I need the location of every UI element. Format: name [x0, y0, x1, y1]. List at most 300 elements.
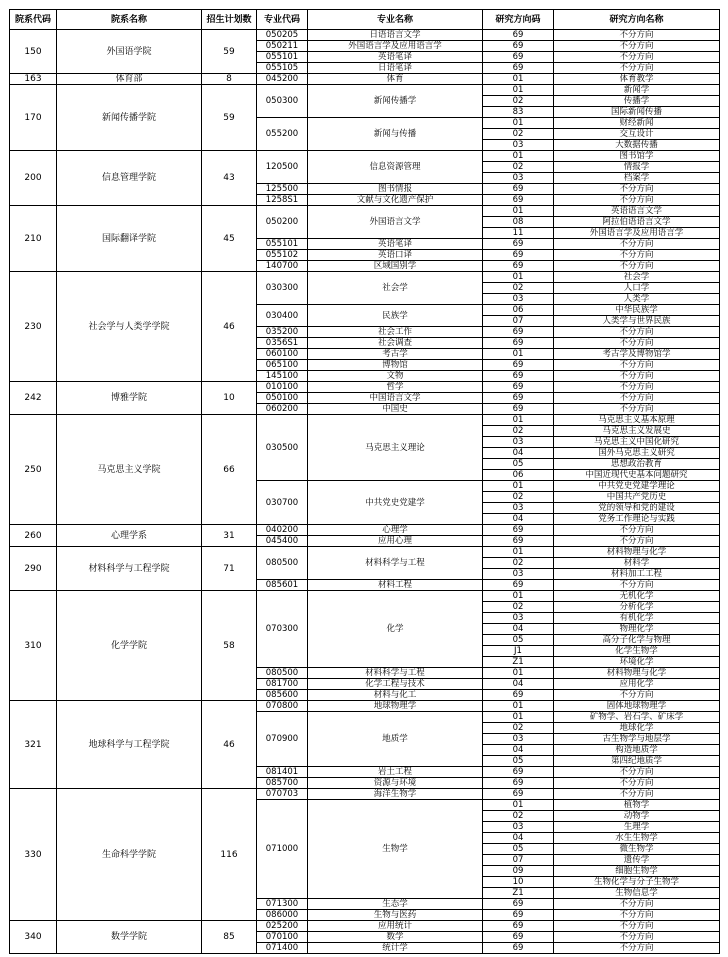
- direction-name: 不分方向: [554, 393, 720, 404]
- direction-name: 考古学及博物馆学: [554, 349, 720, 360]
- direction-name: 财经新闻: [554, 118, 720, 129]
- direction-code: 69: [483, 52, 554, 63]
- table-row: [10, 206, 720, 217]
- header-college-code: 院系代码: [10, 10, 57, 30]
- direction-name: 人口学: [554, 283, 720, 294]
- major-code: 030300: [257, 272, 308, 305]
- direction-code: Z1: [483, 657, 554, 668]
- direction-name: 不分方向: [554, 41, 720, 52]
- major-code: 071400: [257, 943, 308, 954]
- college-name: 博雅学院: [57, 382, 202, 415]
- major-name: 博物馆: [308, 360, 483, 371]
- direction-name: 不分方向: [554, 910, 720, 921]
- major-name: 化学: [308, 591, 483, 668]
- major-name: 新闻与传播: [308, 118, 483, 151]
- major-code: 140700: [257, 261, 308, 272]
- direction-name: 不分方向: [554, 371, 720, 382]
- direction-code: 03: [483, 173, 554, 184]
- header-direction-code: 研究方向码: [483, 10, 554, 30]
- direction-code: 01: [483, 668, 554, 679]
- major-name: 英语笔译: [308, 239, 483, 250]
- major-name: 地球物理学: [308, 701, 483, 712]
- major-name: 中国语言文学: [308, 393, 483, 404]
- major-code: 050200: [257, 206, 308, 239]
- major-code: 080500: [257, 547, 308, 580]
- direction-code: 01: [483, 272, 554, 283]
- direction-code: 69: [483, 371, 554, 382]
- direction-name: 不分方向: [554, 536, 720, 547]
- direction-name: 高分子化学与物理: [554, 635, 720, 646]
- direction-name: 矿物学、岩石学、矿床学: [554, 712, 720, 723]
- header-direction-name: 研究方向名称: [554, 10, 720, 30]
- direction-name: 化学生物学: [554, 646, 720, 657]
- major-code: 065100: [257, 360, 308, 371]
- major-name: 资源与环境: [308, 778, 483, 789]
- direction-code: 69: [483, 404, 554, 415]
- direction-code: 04: [483, 448, 554, 459]
- direction-code: 01: [483, 151, 554, 162]
- direction-code: 69: [483, 250, 554, 261]
- direction-name: 固体地球物理学: [554, 701, 720, 712]
- college-code: 321: [10, 701, 57, 789]
- college-code: 260: [10, 525, 57, 547]
- direction-code: 02: [483, 558, 554, 569]
- college-name: 生命科学学院: [57, 789, 202, 921]
- direction-name: 图书馆学: [554, 151, 720, 162]
- table-row: [10, 701, 720, 712]
- direction-code: 69: [483, 580, 554, 591]
- plan-count: 66: [202, 415, 257, 525]
- direction-name: 人类学与世界民族: [554, 316, 720, 327]
- direction-name: 档案学: [554, 173, 720, 184]
- direction-name: 材料学: [554, 558, 720, 569]
- major-name: 应用统计: [308, 921, 483, 932]
- table-row: [10, 525, 720, 536]
- major-code: 081401: [257, 767, 308, 778]
- direction-code: 01: [483, 591, 554, 602]
- major-name: 社会工作: [308, 327, 483, 338]
- major-name: 体育: [308, 74, 483, 85]
- plan-count: 59: [202, 85, 257, 151]
- college-name: 国际翻译学院: [57, 206, 202, 272]
- direction-code: 01: [483, 547, 554, 558]
- direction-name: 中华民族学: [554, 305, 720, 316]
- direction-code: 69: [483, 327, 554, 338]
- direction-name: 外国语言学及应用语言学: [554, 228, 720, 239]
- direction-name: 传播学: [554, 96, 720, 107]
- direction-code: 69: [483, 767, 554, 778]
- major-name: 外国语言文学: [308, 206, 483, 239]
- direction-name: 马克思主义发展史: [554, 426, 720, 437]
- direction-name: 不分方向: [554, 382, 720, 393]
- major-name: 中共党史党建学: [308, 481, 483, 525]
- direction-code: 02: [483, 723, 554, 734]
- table-row: [10, 74, 720, 85]
- major-code: 030700: [257, 481, 308, 525]
- major-name: 外国语言学及应用语言学: [308, 41, 483, 52]
- direction-code: 04: [483, 833, 554, 844]
- direction-name: 阿拉伯语语言文学: [554, 217, 720, 228]
- direction-code: 11: [483, 228, 554, 239]
- direction-code: 09: [483, 866, 554, 877]
- direction-code: 02: [483, 129, 554, 140]
- direction-code: 01: [483, 349, 554, 360]
- table-row: [10, 382, 720, 393]
- table-row: [10, 547, 720, 558]
- direction-name: 中国近现代史基本问题研究: [554, 470, 720, 481]
- direction-code: 69: [483, 690, 554, 701]
- college-code: 210: [10, 206, 57, 272]
- college-name: 社会学与人类学学院: [57, 272, 202, 382]
- direction-code: 69: [483, 63, 554, 74]
- direction-name: 新闻学: [554, 85, 720, 96]
- direction-name: 不分方向: [554, 360, 720, 371]
- college-name: 新闻传播学院: [57, 85, 202, 151]
- direction-name: 动物学: [554, 811, 720, 822]
- direction-name: 不分方向: [554, 921, 720, 932]
- major-code: 070100: [257, 932, 308, 943]
- major-name: 考古学: [308, 349, 483, 360]
- major-code: 030500: [257, 415, 308, 481]
- direction-code: 06: [483, 305, 554, 316]
- major-code: 085700: [257, 778, 308, 789]
- plan-count: 46: [202, 272, 257, 382]
- major-name: 图书情报: [308, 184, 483, 195]
- major-code: 055101: [257, 52, 308, 63]
- major-code: 085601: [257, 580, 308, 591]
- major-name: 文献与文化遗产保护: [308, 195, 483, 206]
- direction-name: 思想政治教育: [554, 459, 720, 470]
- plan-count: 58: [202, 591, 257, 701]
- major-name: 生物学: [308, 800, 483, 899]
- direction-name: 无机化学: [554, 591, 720, 602]
- major-code: 030400: [257, 305, 308, 327]
- college-code: 242: [10, 382, 57, 415]
- direction-code: 69: [483, 261, 554, 272]
- direction-code: 03: [483, 734, 554, 745]
- direction-code: 02: [483, 426, 554, 437]
- direction-name: 党的领导和党的建设: [554, 503, 720, 514]
- major-name: 民族学: [308, 305, 483, 327]
- direction-name: 不分方向: [554, 404, 720, 415]
- direction-name: 有机化学: [554, 613, 720, 624]
- direction-code: 02: [483, 96, 554, 107]
- admission-plan-table: [9, 9, 720, 954]
- direction-code: 02: [483, 492, 554, 503]
- direction-name: 分析化学: [554, 602, 720, 613]
- major-code: 080500: [257, 668, 308, 679]
- direction-code: 05: [483, 459, 554, 470]
- direction-code: 69: [483, 184, 554, 195]
- direction-name: 不分方向: [554, 778, 720, 789]
- direction-code: 01: [483, 712, 554, 723]
- direction-code: 02: [483, 283, 554, 294]
- direction-name: 中国共产党历史: [554, 492, 720, 503]
- direction-name: 不分方向: [554, 789, 720, 800]
- major-code: 120500: [257, 151, 308, 184]
- direction-name: 地球化学: [554, 723, 720, 734]
- direction-code: 01: [483, 74, 554, 85]
- direction-name: 不分方向: [554, 338, 720, 349]
- direction-name: 生物信息学: [554, 888, 720, 899]
- direction-name: 人类学: [554, 294, 720, 305]
- direction-name: 遗传学: [554, 855, 720, 866]
- direction-code: 05: [483, 844, 554, 855]
- direction-name: 构造地质学: [554, 745, 720, 756]
- direction-name: 国外马克思主义研究: [554, 448, 720, 459]
- direction-code: 69: [483, 536, 554, 547]
- direction-code: 01: [483, 481, 554, 492]
- direction-name: 材料物理与化学: [554, 547, 720, 558]
- major-code: 055102: [257, 250, 308, 261]
- direction-name: 物理化学: [554, 624, 720, 635]
- direction-code: 01: [483, 701, 554, 712]
- major-code: 125500: [257, 184, 308, 195]
- direction-name: 环境化学: [554, 657, 720, 668]
- major-name: 日语笔译: [308, 63, 483, 74]
- direction-name: 第四纪地质学: [554, 756, 720, 767]
- major-name: 统计学: [308, 943, 483, 954]
- direction-name: 体育教学: [554, 74, 720, 85]
- direction-name: 材料加工工程: [554, 569, 720, 580]
- direction-name: 不分方向: [554, 30, 720, 41]
- major-code: 070703: [257, 789, 308, 800]
- table-row: [10, 591, 720, 602]
- direction-code: 03: [483, 294, 554, 305]
- plan-count: 46: [202, 701, 257, 789]
- college-name: 数学学院: [57, 921, 202, 954]
- direction-code: 10: [483, 877, 554, 888]
- major-code: 071000: [257, 800, 308, 899]
- major-code: 050205: [257, 30, 308, 41]
- direction-code: 07: [483, 855, 554, 866]
- direction-name: 水生生物学: [554, 833, 720, 844]
- direction-name: 党务工作理论与实践: [554, 514, 720, 525]
- college-code: 170: [10, 85, 57, 151]
- direction-name: 微生物学: [554, 844, 720, 855]
- major-name: 区域国别学: [308, 261, 483, 272]
- college-name: 马克思主义学院: [57, 415, 202, 525]
- direction-code: 04: [483, 679, 554, 690]
- plan-count: 71: [202, 547, 257, 591]
- college-code: 250: [10, 415, 57, 525]
- direction-name: 不分方向: [554, 52, 720, 63]
- college-name: 心理学系: [57, 525, 202, 547]
- major-code: 085600: [257, 690, 308, 701]
- direction-code: 04: [483, 624, 554, 635]
- major-code: 025200: [257, 921, 308, 932]
- major-name: 材料工程: [308, 580, 483, 591]
- college-code: 150: [10, 30, 57, 74]
- direction-code: 05: [483, 635, 554, 646]
- major-code: 060200: [257, 404, 308, 415]
- plan-count: 10: [202, 382, 257, 415]
- direction-name: 不分方向: [554, 525, 720, 536]
- direction-code: 83: [483, 107, 554, 118]
- major-code: 070800: [257, 701, 308, 712]
- major-name: 英语笔译: [308, 52, 483, 63]
- major-name: 应用心理: [308, 536, 483, 547]
- direction-code: 04: [483, 514, 554, 525]
- college-name: 体育部: [57, 74, 202, 85]
- college-code: 200: [10, 151, 57, 206]
- direction-code: 03: [483, 569, 554, 580]
- major-code: 086000: [257, 910, 308, 921]
- direction-name: 不分方向: [554, 261, 720, 272]
- direction-code: 69: [483, 239, 554, 250]
- college-name: 信息管理学院: [57, 151, 202, 206]
- college-code: 310: [10, 591, 57, 701]
- college-code: 163: [10, 74, 57, 85]
- major-name: 中国史: [308, 404, 483, 415]
- direction-code: 69: [483, 360, 554, 371]
- direction-code: 02: [483, 162, 554, 173]
- major-code: 035200: [257, 327, 308, 338]
- direction-code: 69: [483, 30, 554, 41]
- direction-name: 不分方向: [554, 932, 720, 943]
- direction-code: 69: [483, 393, 554, 404]
- major-name: 化学工程与技术: [308, 679, 483, 690]
- major-name: 材料科学与工程: [308, 668, 483, 679]
- header-major-name: 专业名称: [308, 10, 483, 30]
- direction-code: 08: [483, 217, 554, 228]
- major-code: 050211: [257, 41, 308, 52]
- major-code: 0356S1: [257, 338, 308, 349]
- direction-code: 01: [483, 206, 554, 217]
- direction-code: 03: [483, 140, 554, 151]
- major-code: 055200: [257, 118, 308, 151]
- direction-code: 69: [483, 789, 554, 800]
- direction-name: 不分方向: [554, 943, 720, 954]
- direction-name: 不分方向: [554, 580, 720, 591]
- direction-code: 02: [483, 602, 554, 613]
- college-name: 化学学院: [57, 591, 202, 701]
- direction-code: 69: [483, 195, 554, 206]
- table-row: [10, 789, 720, 800]
- plan-count: 45: [202, 206, 257, 272]
- major-name: 日语语言文学: [308, 30, 483, 41]
- college-name: 外国语学院: [57, 30, 202, 74]
- major-code: 071300: [257, 899, 308, 910]
- major-code: 050300: [257, 85, 308, 118]
- direction-name: 情报学: [554, 162, 720, 173]
- major-name: 马克思主义理论: [308, 415, 483, 481]
- plan-count: 8: [202, 74, 257, 85]
- direction-code: 02: [483, 811, 554, 822]
- table-body: [10, 30, 720, 954]
- direction-code: 07: [483, 316, 554, 327]
- direction-code: 06: [483, 470, 554, 481]
- major-name: 材料科学与工程: [308, 547, 483, 580]
- table-row: [10, 921, 720, 932]
- header-plan-count: 招生计划数: [202, 10, 257, 30]
- direction-name: 植物学: [554, 800, 720, 811]
- direction-name: 古生物学与地层学: [554, 734, 720, 745]
- direction-code: 01: [483, 800, 554, 811]
- major-code: 055105: [257, 63, 308, 74]
- plan-count: 116: [202, 789, 257, 921]
- direction-code: 69: [483, 932, 554, 943]
- major-code: 1258S1: [257, 195, 308, 206]
- direction-code: Z1: [483, 888, 554, 899]
- table-row: [10, 30, 720, 41]
- major-name: 数学: [308, 932, 483, 943]
- direction-name: 不分方向: [554, 195, 720, 206]
- major-name: 社会调查: [308, 338, 483, 349]
- header-major-code: 专业代码: [257, 10, 308, 30]
- college-code: 330: [10, 789, 57, 921]
- direction-code: 03: [483, 822, 554, 833]
- major-name: 海洋生物学: [308, 789, 483, 800]
- major-name: 社会学: [308, 272, 483, 305]
- major-name: 信息资源管理: [308, 151, 483, 184]
- direction-code: 69: [483, 41, 554, 52]
- plan-count: 85: [202, 921, 257, 954]
- direction-name: 不分方向: [554, 899, 720, 910]
- direction-name: 不分方向: [554, 327, 720, 338]
- major-code: 070300: [257, 591, 308, 668]
- direction-name: 中共党史党建学理论: [554, 481, 720, 492]
- header-row: [10, 10, 720, 30]
- direction-name: 不分方向: [554, 767, 720, 778]
- direction-name: 生理学: [554, 822, 720, 833]
- direction-name: 不分方向: [554, 250, 720, 261]
- plan-count: 31: [202, 525, 257, 547]
- table-row: [10, 272, 720, 283]
- major-name: 生物与医药: [308, 910, 483, 921]
- direction-code: J1: [483, 646, 554, 657]
- major-name: 英语口译: [308, 250, 483, 261]
- table-row: [10, 151, 720, 162]
- major-name: 地质学: [308, 712, 483, 767]
- direction-code: 03: [483, 613, 554, 624]
- direction-name: 不分方向: [554, 690, 720, 701]
- college-name: 材料科学与工程学院: [57, 547, 202, 591]
- direction-name: 不分方向: [554, 239, 720, 250]
- college-code: 230: [10, 272, 57, 382]
- direction-name: 材料物理与化学: [554, 668, 720, 679]
- major-code: 045400: [257, 536, 308, 547]
- major-name: 生态学: [308, 899, 483, 910]
- direction-name: 国际新闻传播: [554, 107, 720, 118]
- college-name: 地球科学与工程学院: [57, 701, 202, 789]
- direction-name: 英语语言文学: [554, 206, 720, 217]
- direction-code: 01: [483, 415, 554, 426]
- direction-code: 03: [483, 503, 554, 514]
- direction-name: 不分方向: [554, 63, 720, 74]
- college-code: 340: [10, 921, 57, 954]
- major-code: 040200: [257, 525, 308, 536]
- direction-name: 应用化学: [554, 679, 720, 690]
- direction-code: 69: [483, 338, 554, 349]
- direction-code: 69: [483, 899, 554, 910]
- college-code: 290: [10, 547, 57, 591]
- direction-code: 05: [483, 756, 554, 767]
- direction-name: 不分方向: [554, 184, 720, 195]
- direction-code: 69: [483, 943, 554, 954]
- direction-name: 生物化学与分子生物学: [554, 877, 720, 888]
- direction-name: 马克思主义基本原理: [554, 415, 720, 426]
- plan-count: 43: [202, 151, 257, 206]
- plan-count: 59: [202, 30, 257, 74]
- major-code: 145100: [257, 371, 308, 382]
- major-name: 材料与化工: [308, 690, 483, 701]
- major-code: 070900: [257, 712, 308, 767]
- direction-code: 01: [483, 118, 554, 129]
- major-code: 050100: [257, 393, 308, 404]
- major-name: 岩土工程: [308, 767, 483, 778]
- direction-name: 马克思主义中国化研究: [554, 437, 720, 448]
